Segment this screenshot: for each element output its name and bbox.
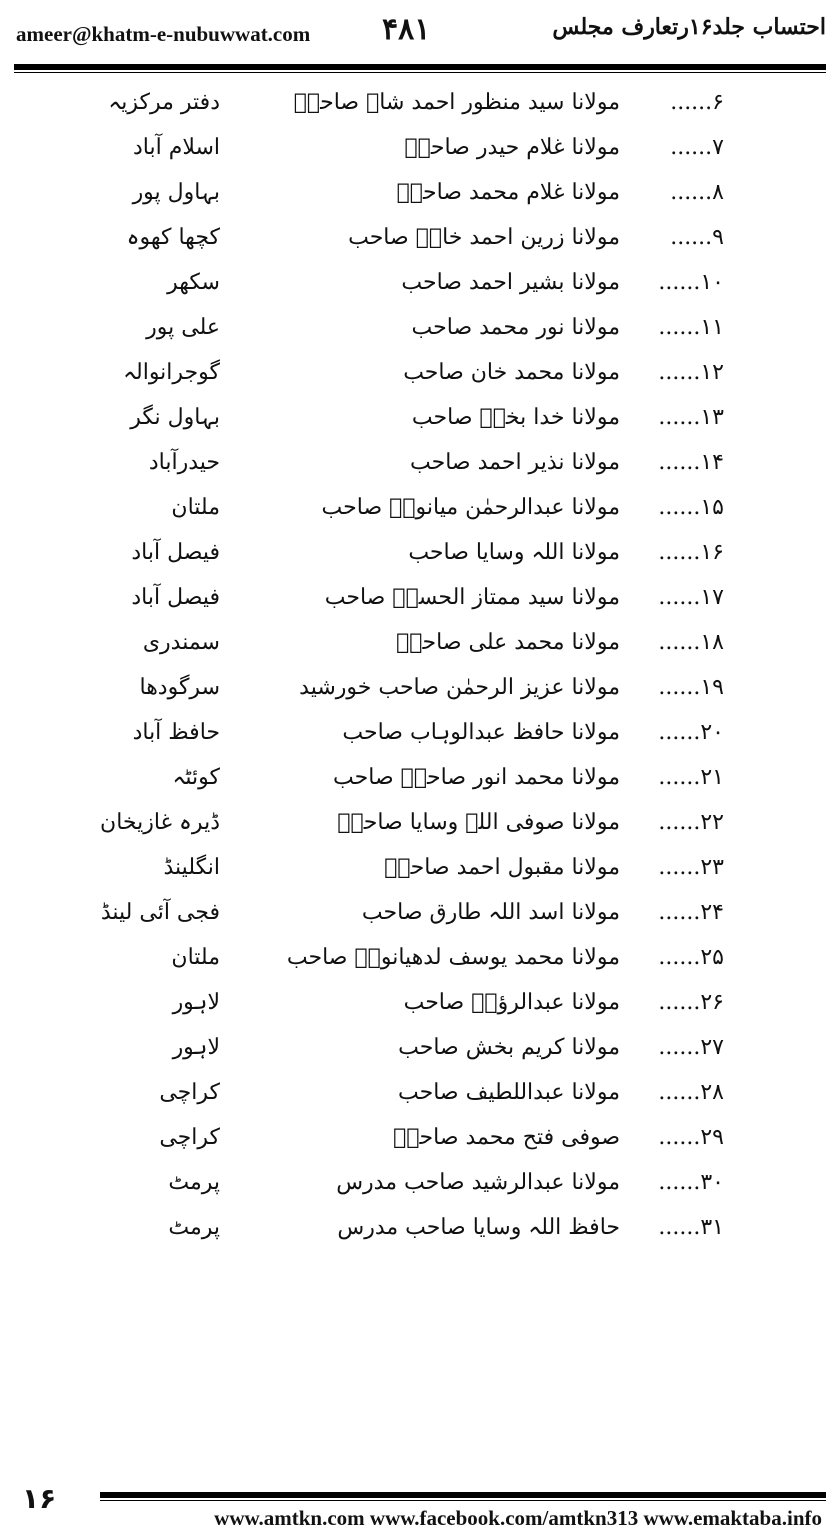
entry-city: سمندری bbox=[142, 630, 220, 655]
entry-city: حافظ آباد bbox=[132, 720, 220, 745]
entry-number: ۳۰...... bbox=[658, 1170, 724, 1195]
entry-city: سکھر bbox=[167, 270, 220, 295]
page-footer bbox=[0, 1482, 840, 1540]
list-item bbox=[0, 669, 840, 714]
entry-number: ۲۳...... bbox=[658, 855, 724, 880]
entry-name: مولانا محمد علی صاحبؒ bbox=[396, 630, 620, 655]
list-item bbox=[0, 1029, 840, 1074]
list-item bbox=[0, 1119, 840, 1164]
entry-name: مولانا سید ممتاز الحسنؒ صاحب bbox=[324, 585, 620, 610]
entry-city: انگلینڈ bbox=[163, 855, 220, 880]
entry-city: دفتر مرکزیہ bbox=[108, 90, 220, 115]
list-item bbox=[0, 939, 840, 984]
entry-name: صوفی فتح محمد صاحبؒ bbox=[393, 1125, 620, 1150]
entry-number: ۶...... bbox=[670, 90, 724, 115]
entry-city: بہاول نگر bbox=[130, 405, 220, 430]
entry-city: لاہور bbox=[172, 990, 220, 1015]
entry-number: ۱۸...... bbox=[658, 630, 724, 655]
entry-name: مولانا محمد انور صاحبؒ صاحب bbox=[333, 765, 620, 790]
entry-city: اسلام آباد bbox=[132, 135, 220, 160]
list-item bbox=[0, 309, 840, 354]
entry-name: مولانا عبدالرشید صاحب مدرس bbox=[336, 1170, 620, 1195]
entry-number: ۱۳...... bbox=[658, 405, 724, 430]
entry-number: ۱۵...... bbox=[658, 495, 724, 520]
list-item bbox=[0, 399, 840, 444]
entry-name: مولانا زرین احمد خانؒ صاحب bbox=[348, 225, 620, 250]
header-email: ameer@khatm-e-nubuwwat.com bbox=[16, 22, 311, 46]
entry-city: کوئٹہ bbox=[172, 765, 220, 790]
entry-number: ۲۹...... bbox=[658, 1125, 724, 1150]
list-item bbox=[0, 444, 840, 489]
footer-links: www.amtkn.com www.facebook.com/amtkn313 www.emaktaba.info bbox=[214, 1506, 822, 1530]
footer-rule-thick bbox=[100, 1492, 826, 1498]
list-item bbox=[0, 849, 840, 894]
list-item bbox=[0, 264, 840, 309]
entry-city: پرمٹ bbox=[168, 1170, 220, 1195]
entry-city: فجی آئی لینڈ bbox=[100, 900, 220, 925]
list-item bbox=[0, 894, 840, 939]
entry-number: ۲۰...... bbox=[658, 720, 724, 745]
entry-name: مولانا حافظ عبدالوہاب صاحب bbox=[342, 720, 620, 745]
entry-name: مولانا اسد اللہ طارق صاحب bbox=[361, 900, 620, 925]
entry-name: مولانا عزیز الرحمٰن صاحب خورشید bbox=[299, 675, 620, 700]
entry-name: مولانا عبداللطیف صاحب bbox=[398, 1080, 620, 1105]
list-item bbox=[0, 84, 840, 129]
entry-number: ۱۲...... bbox=[658, 360, 724, 385]
header-rule-thin bbox=[14, 72, 826, 73]
entry-name: مولانا اللہ وسایا صاحب bbox=[408, 540, 620, 565]
list-item bbox=[0, 354, 840, 399]
list-item bbox=[0, 1209, 840, 1254]
list-item bbox=[0, 624, 840, 669]
entry-number: ۱۰...... bbox=[658, 270, 724, 295]
entry-city: ڈیرہ غازیخان bbox=[100, 810, 220, 835]
entry-name: مولانا محمد خان صاحب bbox=[403, 360, 620, 385]
footer-rule-thin bbox=[100, 1500, 826, 1501]
list-item bbox=[0, 219, 840, 264]
entry-number: ۲۲...... bbox=[658, 810, 724, 835]
list-item bbox=[0, 1074, 840, 1119]
entry-number: ۲۵...... bbox=[658, 945, 724, 970]
entry-name: مولانا عبدالرحمٰن میانویؒ صاحب bbox=[321, 495, 620, 520]
list-item bbox=[0, 534, 840, 579]
entry-number: ۱۴...... bbox=[658, 450, 724, 475]
entry-number: ۳۱...... bbox=[658, 1215, 724, 1240]
entry-number: ۲۱...... bbox=[658, 765, 724, 790]
entry-city: ملتان bbox=[171, 495, 220, 520]
entry-number: ۲۶...... bbox=[658, 990, 724, 1015]
header-book-title: احتساب جلد۱۶رتعارف مجلس bbox=[552, 14, 826, 40]
list-item bbox=[0, 174, 840, 219]
list-item bbox=[0, 489, 840, 534]
list-item bbox=[0, 129, 840, 174]
list-item bbox=[0, 804, 840, 849]
entry-city: فیصل آباد bbox=[131, 540, 220, 565]
entry-number: ۷...... bbox=[670, 135, 724, 160]
entry-name: مولانا خدا بخشؒ صاحب bbox=[411, 405, 620, 430]
entry-city: لاہور bbox=[172, 1035, 220, 1060]
entry-city: بہاول پور bbox=[132, 180, 220, 205]
entry-number: ۱۷...... bbox=[658, 585, 724, 610]
entry-number: ۲۷...... bbox=[658, 1035, 724, 1060]
entry-city: گوجرانوالہ bbox=[123, 360, 220, 385]
entry-number: ۱۶...... bbox=[658, 540, 724, 565]
entry-number: ۲۴...... bbox=[658, 900, 724, 925]
entry-name: حافظ اللہ وسایا صاحب مدرس bbox=[337, 1215, 620, 1240]
entry-city: سرگودھا bbox=[139, 675, 220, 700]
footer-page-number: ۱۶ bbox=[22, 1482, 57, 1515]
entry-number: ۱۱...... bbox=[658, 315, 724, 340]
entry-name: مولانا نذیر احمد صاحب bbox=[410, 450, 620, 475]
entry-number: ۱۹...... bbox=[658, 675, 724, 700]
header-page-number: ۴۸۱ bbox=[382, 12, 431, 47]
entry-name: مولانا سید منظور احمد شاہ صاحبؒ bbox=[293, 90, 620, 115]
entry-city: پرمٹ bbox=[168, 1215, 220, 1240]
entry-name: مولانا غلام حیدر صاحبؒ bbox=[404, 135, 620, 160]
list-item bbox=[0, 579, 840, 624]
entry-name: مولانا مقبول احمد صاحبؒ bbox=[384, 855, 620, 880]
list-item bbox=[0, 714, 840, 759]
entry-name: مولانا صوفی اللہ وسایا صاحبؒ bbox=[337, 810, 620, 835]
list-item bbox=[0, 1164, 840, 1209]
entry-city: ملتان bbox=[171, 945, 220, 970]
entry-name: مولانا کریم بخش صاحب bbox=[398, 1035, 620, 1060]
entry-name: مولانا نور محمد صاحب bbox=[411, 315, 620, 340]
entry-name: مولانا محمد یوسف لدھیانویؒ صاحب bbox=[286, 945, 620, 970]
entry-city: علی پور bbox=[146, 315, 220, 340]
entry-city: حیدرآباد bbox=[148, 450, 220, 475]
list-item bbox=[0, 984, 840, 1029]
entry-name: مولانا غلام محمد صاحبؒ bbox=[396, 180, 620, 205]
entry-city: کراچی bbox=[159, 1125, 220, 1150]
header-rule-thick bbox=[14, 64, 826, 70]
entry-city: فیصل آباد bbox=[131, 585, 220, 610]
page-header bbox=[0, 0, 840, 62]
entry-name: مولانا بشیر احمد صاحب bbox=[401, 270, 620, 295]
entries-list bbox=[0, 84, 840, 1254]
entry-name: مولانا عبدالرؤفؒ صاحب bbox=[403, 990, 620, 1015]
entry-number: ۸...... bbox=[670, 180, 724, 205]
list-item bbox=[0, 759, 840, 804]
entry-city: کچھا کھوہ bbox=[126, 225, 220, 250]
entry-city: کراچی bbox=[159, 1080, 220, 1105]
entry-number: ۹...... bbox=[670, 225, 724, 250]
entry-number: ۲۸...... bbox=[658, 1080, 724, 1105]
